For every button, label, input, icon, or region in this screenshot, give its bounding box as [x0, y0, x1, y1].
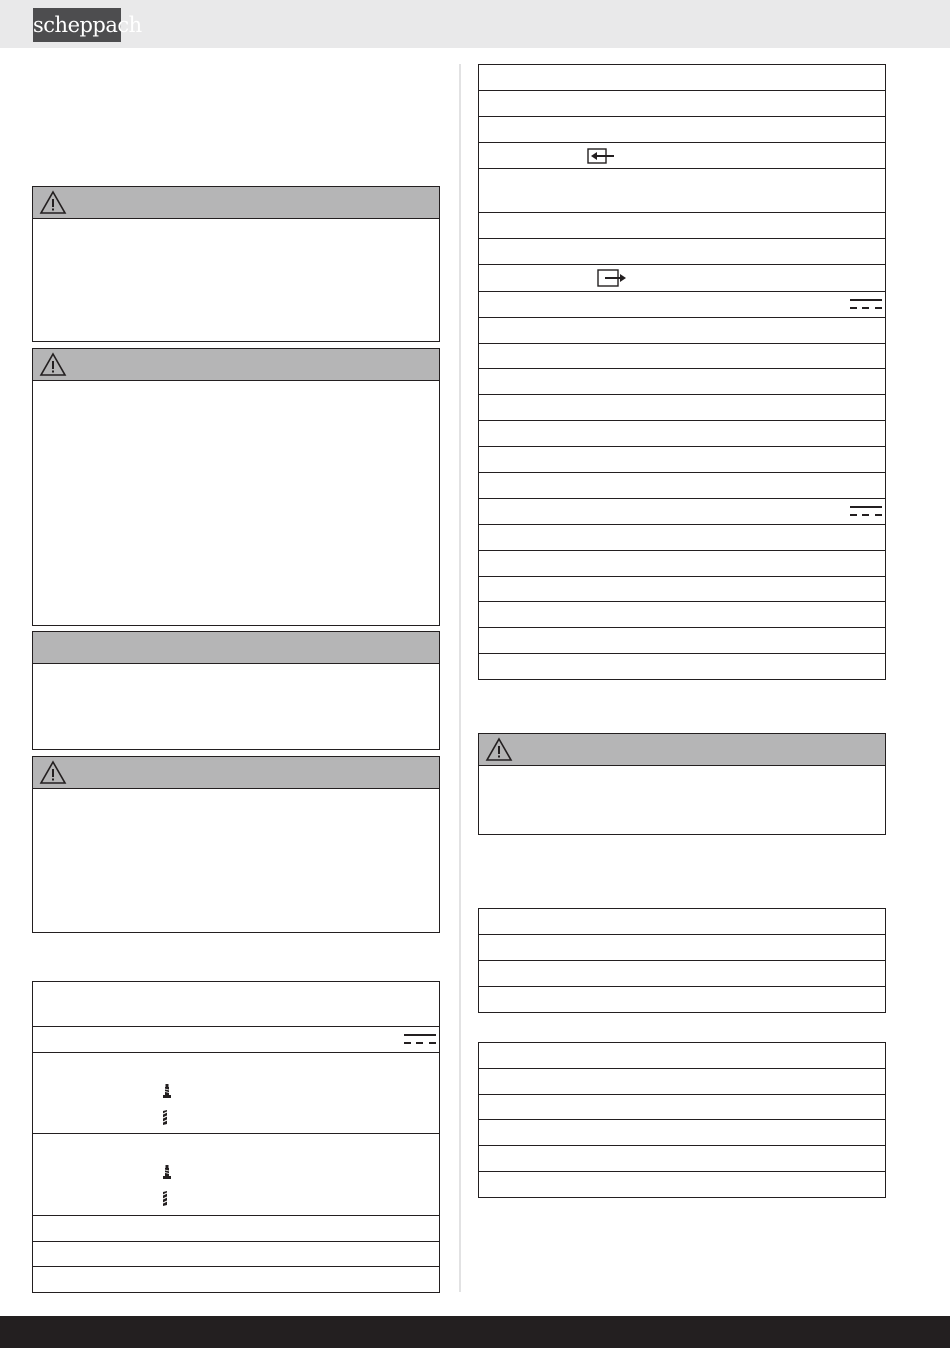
footer-bar — [0, 1316, 950, 1348]
warning-notice-body — [33, 789, 439, 932]
table-row — [479, 602, 885, 628]
table-row — [479, 525, 885, 551]
table-row — [479, 292, 885, 318]
table-row — [479, 143, 885, 169]
warning-notice-body — [33, 381, 439, 625]
charge-out-arrow-icon — [597, 269, 627, 287]
warning-notice-header — [33, 349, 439, 381]
table-row — [479, 628, 885, 654]
drill-bit-icon — [160, 1191, 170, 1207]
table-row — [479, 1095, 885, 1120]
noise-values-table — [478, 908, 886, 1013]
info-notice-body — [33, 664, 439, 749]
table-row — [479, 1172, 885, 1198]
table-row — [479, 1069, 885, 1095]
table-row — [479, 473, 885, 499]
warning-notice-body — [479, 766, 885, 834]
table-row — [479, 318, 885, 344]
drill-bit-icon — [160, 1110, 170, 1126]
vibration-values-table — [478, 1042, 886, 1198]
table-row — [33, 1216, 439, 1242]
header-bar — [0, 0, 950, 48]
table-row — [479, 987, 885, 1013]
warning-notice-header — [33, 187, 439, 219]
table-row — [33, 1027, 439, 1053]
warning-notice-body — [33, 219, 439, 341]
table-row — [479, 551, 885, 577]
screw-bit-icon — [162, 1084, 172, 1100]
technical-data-table — [32, 981, 440, 1293]
table-row — [479, 117, 885, 143]
warning-notice-3 — [32, 756, 440, 933]
table-row — [479, 1043, 885, 1069]
table-row — [479, 447, 885, 473]
table-row — [479, 395, 885, 421]
table-row — [33, 1134, 439, 1216]
table-row — [479, 421, 885, 447]
column-divider — [459, 64, 461, 1292]
table-row — [479, 1120, 885, 1146]
warning-triangle-icon — [39, 190, 67, 215]
table-row — [33, 1053, 439, 1134]
table-row — [33, 1267, 439, 1293]
dc-current-icon — [850, 506, 882, 518]
warning-triangle-icon — [39, 352, 67, 377]
table-row — [33, 1242, 439, 1267]
table-row — [479, 239, 885, 265]
table-row — [479, 213, 885, 239]
table-row — [479, 1146, 885, 1172]
warning-triangle-icon — [39, 760, 67, 785]
dc-current-icon — [850, 299, 882, 311]
screw-bit-icon — [162, 1165, 172, 1181]
charge-in-arrow-icon — [587, 147, 617, 165]
table-row — [33, 982, 439, 1027]
table-row — [479, 499, 885, 525]
warning-notice-4 — [478, 733, 886, 835]
table-row — [479, 935, 885, 961]
table-row — [479, 65, 885, 91]
table-row — [479, 654, 885, 680]
warning-notice-header — [33, 757, 439, 789]
warning-notice-2 — [32, 348, 440, 626]
table-row — [479, 265, 885, 292]
warning-triangle-icon — [485, 737, 513, 762]
battery-charger-table — [478, 64, 886, 680]
table-row — [479, 577, 885, 602]
brand-logo: scheppach — [33, 8, 121, 42]
table-row — [479, 344, 885, 369]
table-row — [479, 91, 885, 117]
info-notice — [32, 631, 440, 750]
info-notice-header — [33, 632, 439, 664]
warning-notice-header — [479, 734, 885, 766]
table-row — [479, 169, 885, 213]
table-row — [479, 909, 885, 935]
table-row — [479, 369, 885, 395]
dc-current-icon — [404, 1034, 436, 1046]
warning-notice-1 — [32, 186, 440, 342]
table-row — [479, 961, 885, 987]
